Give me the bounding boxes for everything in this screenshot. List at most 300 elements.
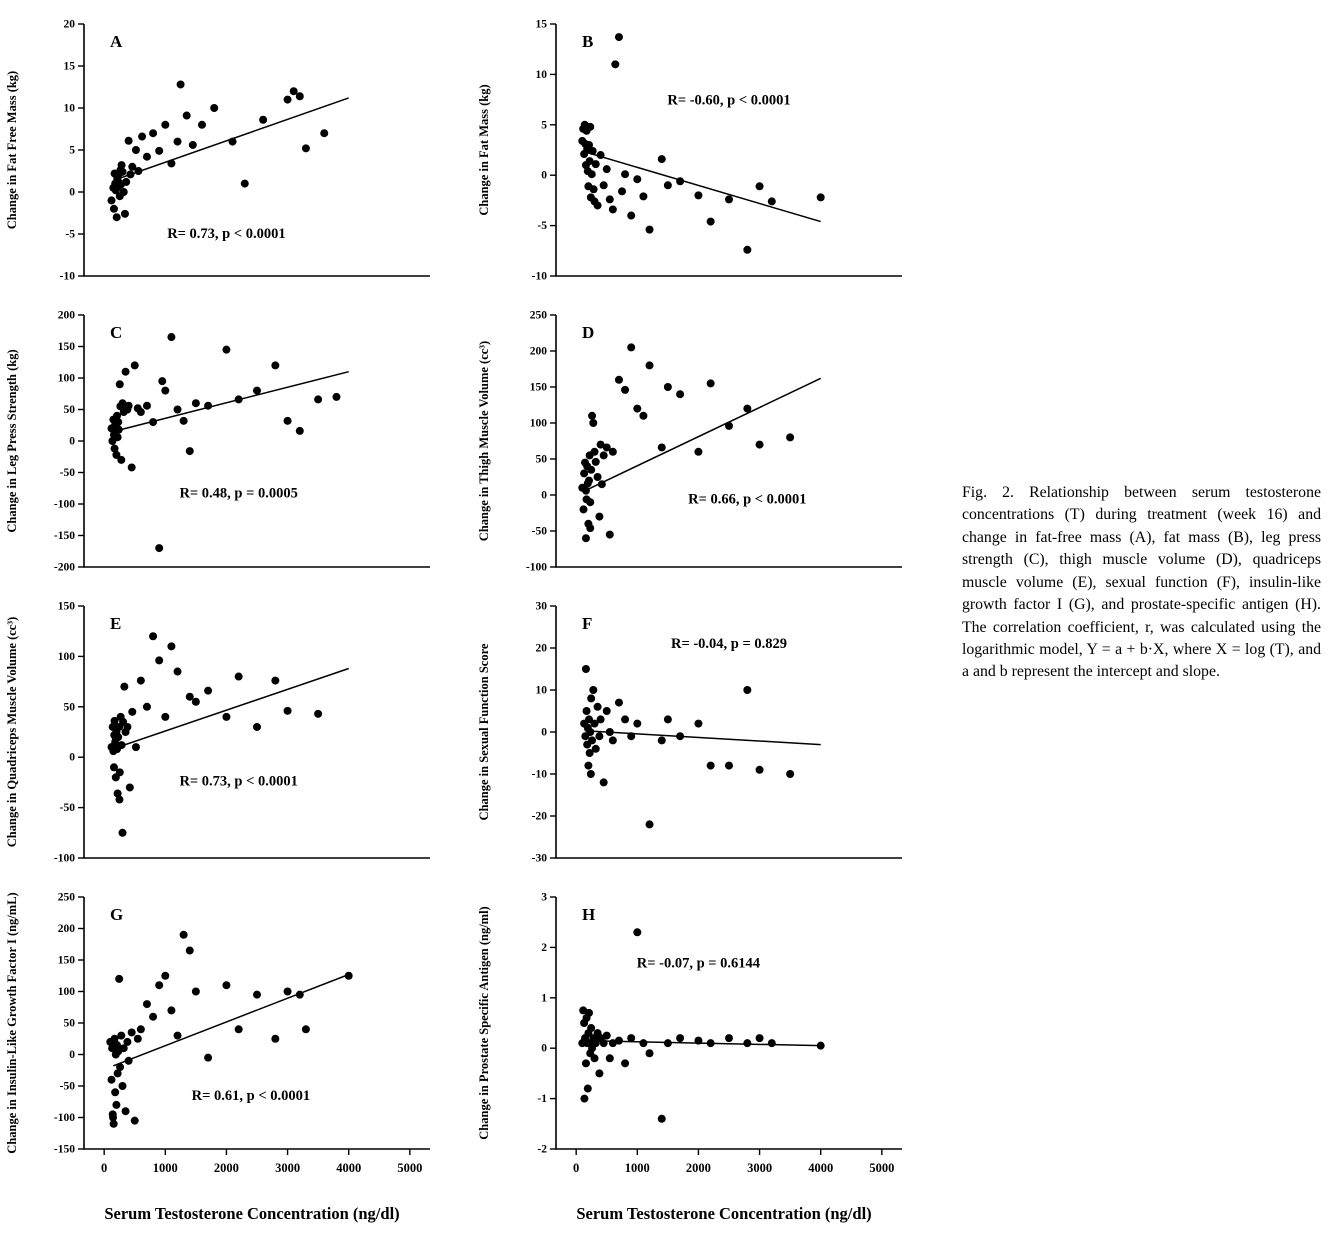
scatter-point xyxy=(284,707,292,715)
scatter-point xyxy=(743,686,751,694)
y-tick-label: 200 xyxy=(57,923,75,935)
scatter-point xyxy=(235,395,243,403)
scatter-point xyxy=(253,723,261,731)
y-tick-label: 50 xyxy=(535,453,547,466)
scatter-point xyxy=(646,1049,654,1057)
y-tick-label: 30 xyxy=(535,600,547,613)
y-axis-label: Change in Leg Press Strength (kg) xyxy=(5,349,19,533)
axes xyxy=(84,606,430,858)
scatter-point xyxy=(756,1034,764,1042)
scatter-point xyxy=(149,1013,157,1021)
regression-line xyxy=(584,378,821,491)
y-tick-label: 0 xyxy=(69,1049,75,1061)
scatter-point xyxy=(756,441,764,449)
scatter-point xyxy=(587,466,595,474)
scatter-point xyxy=(725,762,733,770)
y-axis-label: Change in Prostate Specific Antigen (ng/ml) xyxy=(477,906,491,1140)
correlation-annotation: R= -0.60, p < 0.0001 xyxy=(667,92,791,109)
scatter-point xyxy=(658,443,666,451)
scatter-point xyxy=(694,191,702,199)
y-tick-label: -150 xyxy=(53,530,75,542)
scatter-point xyxy=(618,187,626,195)
y-tick-label: -100 xyxy=(525,561,547,574)
y-axis-label: Change in Thigh Muscle Volume (cc³) xyxy=(477,340,491,542)
scatter-point xyxy=(707,1039,715,1047)
scatter-point xyxy=(115,426,123,434)
scatter-point xyxy=(134,167,142,175)
x-axis-label-right: Serum Testosterone Concentration (ng/dl) xyxy=(576,1204,872,1223)
scatter-point xyxy=(592,160,600,168)
correlation-annotation: R= 0.61, p < 0.0001 xyxy=(191,1087,311,1104)
scatter-point xyxy=(296,427,304,435)
x-tick-label: 0 xyxy=(101,1161,108,1175)
scatter-point xyxy=(253,387,261,395)
scatter-point xyxy=(126,783,134,791)
scatter-point xyxy=(115,796,123,804)
scatter-point xyxy=(595,513,603,521)
scatter-point xyxy=(592,745,600,753)
scatter-point xyxy=(174,138,182,146)
scatter-point xyxy=(676,732,684,740)
scatter-point xyxy=(585,477,593,485)
scatter-point xyxy=(597,151,605,159)
scatter-point xyxy=(132,743,140,751)
regression-line xyxy=(113,974,348,1065)
y-tick-label: 10 xyxy=(535,68,547,81)
x-tick-label: 5000 xyxy=(397,1161,423,1175)
scatter-point xyxy=(192,698,200,706)
scatter-point xyxy=(117,456,125,464)
scatter-point xyxy=(302,1025,310,1033)
x-axis-label-left: Serum Testosterone Concentration (ng/dl) xyxy=(104,1204,400,1223)
scatter-point xyxy=(155,544,163,552)
scatter-point xyxy=(118,741,126,749)
y-tick-label: 1 xyxy=(541,992,547,1005)
scatter-point xyxy=(155,981,163,989)
x-tick-label: 5000 xyxy=(869,1161,895,1175)
y-tick-label: 0 xyxy=(541,169,547,182)
scatter-point xyxy=(725,422,733,430)
scatter-point xyxy=(786,770,794,778)
y-tick-label: -50 xyxy=(59,1080,75,1093)
scatter-point xyxy=(119,168,127,176)
scatter-point xyxy=(621,170,629,178)
panel-letter: D xyxy=(582,323,595,342)
y-axis-label: Change in Fat Free Mass (kg) xyxy=(5,70,19,230)
correlation-annotation: R= 0.73, p < 0.0001 xyxy=(167,226,286,243)
scatter-point xyxy=(590,185,598,193)
scatter-point xyxy=(606,1054,614,1062)
scatter-point xyxy=(155,656,163,664)
y-tick-label: 0 xyxy=(69,186,75,199)
scatter-plot-F xyxy=(472,592,930,872)
correlation-annotation: R= 0.66, p < 0.0001 xyxy=(688,491,807,508)
y-tick-label: -2 xyxy=(537,1143,547,1156)
scatter-point xyxy=(743,405,751,413)
scatter-point xyxy=(615,33,623,41)
scatter-point xyxy=(117,1032,125,1040)
scatter-point xyxy=(627,212,635,220)
scatter-point xyxy=(627,343,635,351)
scatter-point xyxy=(116,768,124,776)
y-tick-label: 15 xyxy=(63,60,75,73)
y-tick-label: 10 xyxy=(535,684,547,697)
y-tick-label: 250 xyxy=(57,891,75,904)
scatter-point xyxy=(177,80,185,88)
scatter-point xyxy=(707,379,715,387)
scatter-point xyxy=(589,419,597,427)
scatter-point xyxy=(120,188,128,196)
x-tick-label: 1000 xyxy=(624,1161,650,1175)
scatter-point xyxy=(120,683,128,691)
scatter-point xyxy=(128,708,136,716)
y-tick-label: 50 xyxy=(63,404,75,416)
panel-E xyxy=(0,592,462,877)
scatter-point xyxy=(664,715,672,723)
y-tick-label: 0 xyxy=(541,489,547,502)
scatter-point xyxy=(161,713,169,721)
scatter-point xyxy=(606,728,614,736)
scatter-point xyxy=(271,361,279,369)
scatter-point xyxy=(109,1110,117,1118)
y-tick-label: 150 xyxy=(57,954,75,967)
scatter-point xyxy=(158,377,166,385)
scatter-point xyxy=(131,361,139,369)
panel-letter: E xyxy=(110,614,122,633)
scatter-point xyxy=(314,395,322,403)
scatter-point xyxy=(600,451,608,459)
scatter-plot-G xyxy=(0,883,458,1193)
scatter-point xyxy=(122,178,130,186)
scatter-point xyxy=(756,182,764,190)
scatter-point xyxy=(284,417,292,425)
scatter-point xyxy=(658,736,666,744)
scatter-point xyxy=(114,433,122,441)
scatter-point xyxy=(603,707,611,715)
scatter-point xyxy=(229,138,237,146)
scatter-point xyxy=(123,1038,131,1046)
right-plot-column xyxy=(472,0,934,1260)
scatter-point xyxy=(155,147,163,155)
scatter-point xyxy=(167,159,175,167)
scatter-point xyxy=(189,141,197,149)
y-tick-label: 2 xyxy=(541,941,547,954)
y-axis-label: Change in Fat Mass (kg) xyxy=(477,84,491,216)
y-tick-label: 20 xyxy=(63,18,75,31)
scatter-point xyxy=(658,155,666,163)
scatter-point xyxy=(167,642,175,650)
x-tick-label: 4000 xyxy=(808,1161,834,1175)
x-tick-label: 4000 xyxy=(336,1161,362,1175)
y-tick-label: 150 xyxy=(57,341,75,353)
y-tick-label: -50 xyxy=(531,525,547,538)
regression-line xyxy=(113,372,348,432)
scatter-plot-B xyxy=(472,10,930,290)
scatter-plot-C xyxy=(0,301,458,581)
scatter-point xyxy=(131,1117,139,1125)
scatter-point xyxy=(167,333,175,341)
y-tick-label: 100 xyxy=(57,372,75,385)
scatter-point xyxy=(603,1032,611,1040)
panel-letter: A xyxy=(110,32,123,51)
scatter-point xyxy=(314,710,322,718)
x-tick-label: 2000 xyxy=(685,1161,711,1175)
scatter-point xyxy=(584,1085,592,1093)
scatter-point xyxy=(587,1024,595,1032)
regression-line xyxy=(585,731,821,745)
scatter-point xyxy=(112,1101,120,1109)
scatter-point xyxy=(320,129,328,137)
scatter-point xyxy=(633,720,641,728)
scatter-point xyxy=(174,668,182,676)
y-tick-label: 200 xyxy=(529,345,547,358)
scatter-point xyxy=(621,1059,629,1067)
y-tick-label: -1 xyxy=(537,1093,547,1106)
scatter-point xyxy=(149,129,157,137)
scatter-point xyxy=(110,1120,118,1128)
scatter-point xyxy=(582,1059,590,1067)
scatter-point xyxy=(122,368,130,376)
axes xyxy=(556,24,902,276)
scatter-point xyxy=(589,147,597,155)
scatter-point xyxy=(332,393,340,401)
scatter-point xyxy=(609,736,617,744)
y-tick-label: 50 xyxy=(63,701,75,714)
scatter-point xyxy=(192,988,200,996)
scatter-point xyxy=(639,192,647,200)
scatter-point xyxy=(743,246,751,254)
y-tick-label: -30 xyxy=(531,852,547,865)
scatter-point xyxy=(627,732,635,740)
x-tick-label: 3000 xyxy=(275,1161,301,1175)
scatter-point xyxy=(161,972,169,980)
y-axis-label: Change in Quadriceps Muscle Volume (cc³) xyxy=(5,616,19,848)
scatter-point xyxy=(592,458,600,466)
scatter-point xyxy=(222,346,230,354)
scatter-point xyxy=(594,473,602,481)
scatter-point xyxy=(633,928,641,936)
scatter-point xyxy=(786,433,794,441)
scatter-point xyxy=(597,715,605,723)
scatter-point xyxy=(302,144,310,152)
scatter-point xyxy=(271,1035,279,1043)
scatter-point xyxy=(580,1095,588,1103)
panel-letter: C xyxy=(110,323,123,342)
scatter-point xyxy=(271,677,279,685)
scatter-point xyxy=(119,829,127,837)
left-plot-column xyxy=(0,0,462,1260)
scatter-point xyxy=(707,762,715,770)
scatter-point xyxy=(606,195,614,203)
y-tick-label: 5 xyxy=(69,144,75,157)
panel-D xyxy=(472,301,934,586)
axes xyxy=(556,315,902,567)
scatter-point xyxy=(587,770,595,778)
y-tick-label: -20 xyxy=(531,810,547,823)
panel-G xyxy=(0,883,462,1198)
correlation-annotation: R= -0.04, p = 0.829 xyxy=(670,636,788,652)
scatter-point xyxy=(588,412,596,420)
scatter-point xyxy=(296,92,304,100)
y-tick-label: -5 xyxy=(537,220,547,233)
scatter-point xyxy=(174,1032,182,1040)
y-axis-label: Change in Insulin-Like Growth Factor I (ng/mL) xyxy=(5,892,19,1154)
figure-caption: Fig. 2. Relationship between serum testosterone concentrations (T) during treatment (week 16) and change in fat-free mass (A), fat mass (B), leg press strength (C), thigh muscle volume (D), quadriceps muscle volume (E), sexual function (F), insulin-like growth factor I (G), and prostate-specific antigen (H). The correlation coefficient, r, was calculated using the logarithmic model, Y = a + b·X, where X = log (T), and a and b represent the intercept and slope. xyxy=(962,484,1321,681)
scatter-point xyxy=(126,170,134,178)
scatter-point xyxy=(588,736,596,744)
scatter-point xyxy=(584,762,592,770)
x-tick-label: 1000 xyxy=(152,1161,178,1175)
scatter-point xyxy=(235,1025,243,1033)
x-tick-label: 0 xyxy=(573,1161,580,1175)
y-tick-label: -50 xyxy=(59,802,75,815)
scatter-point xyxy=(116,380,124,388)
scatter-point xyxy=(586,728,594,736)
scatter-point xyxy=(180,931,188,939)
panel-H xyxy=(472,883,934,1198)
scatter-point xyxy=(128,463,136,471)
panel-letter: H xyxy=(582,905,596,924)
scatter-point xyxy=(121,210,129,218)
y-tick-label: 5 xyxy=(541,119,547,132)
y-tick-label: 0 xyxy=(69,435,75,448)
panel-A xyxy=(0,10,462,295)
scatter-point xyxy=(108,1076,116,1084)
scatter-point xyxy=(611,60,619,68)
scatter-point xyxy=(658,1115,666,1123)
y-tick-label: -5 xyxy=(65,228,75,241)
scatter-point xyxy=(137,408,145,416)
panel-letter: F xyxy=(582,614,593,633)
scatter-plot-D xyxy=(472,301,930,581)
scatter-point xyxy=(161,387,169,395)
scatter-point xyxy=(186,447,194,455)
x-tick-label: 3000 xyxy=(747,1161,773,1175)
scatter-point xyxy=(204,1054,212,1062)
correlation-annotation: R= 0.73, p < 0.0001 xyxy=(179,773,298,790)
scatter-plot-E xyxy=(0,592,458,872)
scatter-point xyxy=(598,480,606,488)
scatter-plot-H xyxy=(472,883,930,1193)
scatter-point xyxy=(137,677,145,685)
scatter-point xyxy=(204,687,212,695)
scatter-point xyxy=(594,201,602,209)
scatter-point xyxy=(143,402,151,410)
scatter-point xyxy=(615,1037,623,1045)
scatter-point xyxy=(116,1063,124,1071)
scatter-point xyxy=(585,1009,593,1017)
scatter-point xyxy=(586,498,594,506)
scatter-point xyxy=(118,161,126,169)
y-tick-label: 100 xyxy=(529,417,547,430)
scatter-point xyxy=(149,418,157,426)
scatter-point xyxy=(646,226,654,234)
y-tick-label: -10 xyxy=(59,270,75,283)
scatter-point xyxy=(122,1107,130,1115)
scatter-point xyxy=(174,406,182,414)
scatter-point xyxy=(134,1035,142,1043)
scatter-point xyxy=(114,418,122,426)
panel-letter: B xyxy=(582,32,594,51)
y-tick-label: -10 xyxy=(531,270,547,283)
y-tick-label: 100 xyxy=(57,986,75,998)
scatter-point xyxy=(591,1054,599,1062)
scatter-point xyxy=(222,981,230,989)
scatter-point xyxy=(586,123,594,131)
correlation-annotation: R= 0.48, p = 0.0005 xyxy=(179,485,298,502)
scatter-point xyxy=(817,1042,825,1050)
scatter-point xyxy=(161,121,169,129)
scatter-point xyxy=(600,181,608,189)
scatter-point xyxy=(606,531,614,539)
scatter-point xyxy=(113,213,121,221)
y-tick-label: -150 xyxy=(53,1143,75,1156)
scatter-point xyxy=(235,673,243,681)
scatter-point xyxy=(725,195,733,203)
scatter-point xyxy=(582,487,590,495)
scatter-point xyxy=(589,686,597,694)
caption-column xyxy=(934,0,1331,1260)
scatter-point xyxy=(108,196,116,204)
y-tick-label: 250 xyxy=(529,309,547,322)
scatter-point xyxy=(664,383,672,391)
y-tick-label: 200 xyxy=(57,309,75,322)
scatter-point xyxy=(210,104,218,112)
scatter-point xyxy=(676,390,684,398)
y-tick-label: 0 xyxy=(541,726,547,739)
scatter-point xyxy=(633,405,641,413)
scatter-point xyxy=(582,534,590,542)
scatter-point xyxy=(676,1034,684,1042)
scatter-point xyxy=(627,1034,635,1042)
y-tick-label: 150 xyxy=(529,381,547,394)
scatter-point xyxy=(664,1039,672,1047)
scatter-point xyxy=(222,713,230,721)
y-tick-label: 0 xyxy=(541,1042,547,1055)
axes xyxy=(556,897,902,1149)
y-tick-label: -100 xyxy=(53,1112,75,1124)
scatter-point xyxy=(115,975,123,983)
y-tick-label: 15 xyxy=(535,18,547,31)
scatter-point xyxy=(284,96,292,104)
scatter-point xyxy=(241,180,249,188)
scatter-point xyxy=(595,732,603,740)
scatter-point xyxy=(186,947,194,955)
scatter-point xyxy=(123,723,131,731)
axes xyxy=(84,315,430,567)
scatter-point xyxy=(615,699,623,707)
scatter-point xyxy=(633,175,641,183)
correlation-annotation: R= -0.07, p = 0.6144 xyxy=(636,955,761,972)
y-axis-label: Change in Sexual Function Score xyxy=(477,643,491,821)
scatter-point xyxy=(583,707,591,715)
scatter-point xyxy=(639,412,647,420)
y-tick-label: -50 xyxy=(59,467,75,479)
scatter-point xyxy=(621,715,629,723)
scatter-point xyxy=(580,469,588,477)
scatter-point xyxy=(591,448,599,456)
scatter-point xyxy=(128,1028,136,1036)
scatter-point xyxy=(609,448,617,456)
scatter-point xyxy=(580,505,588,513)
scatter-point xyxy=(149,632,157,640)
panel-B xyxy=(472,10,934,295)
scatter-point xyxy=(125,1057,133,1065)
panel-C xyxy=(0,301,462,586)
scatter-point xyxy=(180,417,188,425)
scatter-point xyxy=(600,778,608,786)
scatter-point xyxy=(600,1039,608,1047)
